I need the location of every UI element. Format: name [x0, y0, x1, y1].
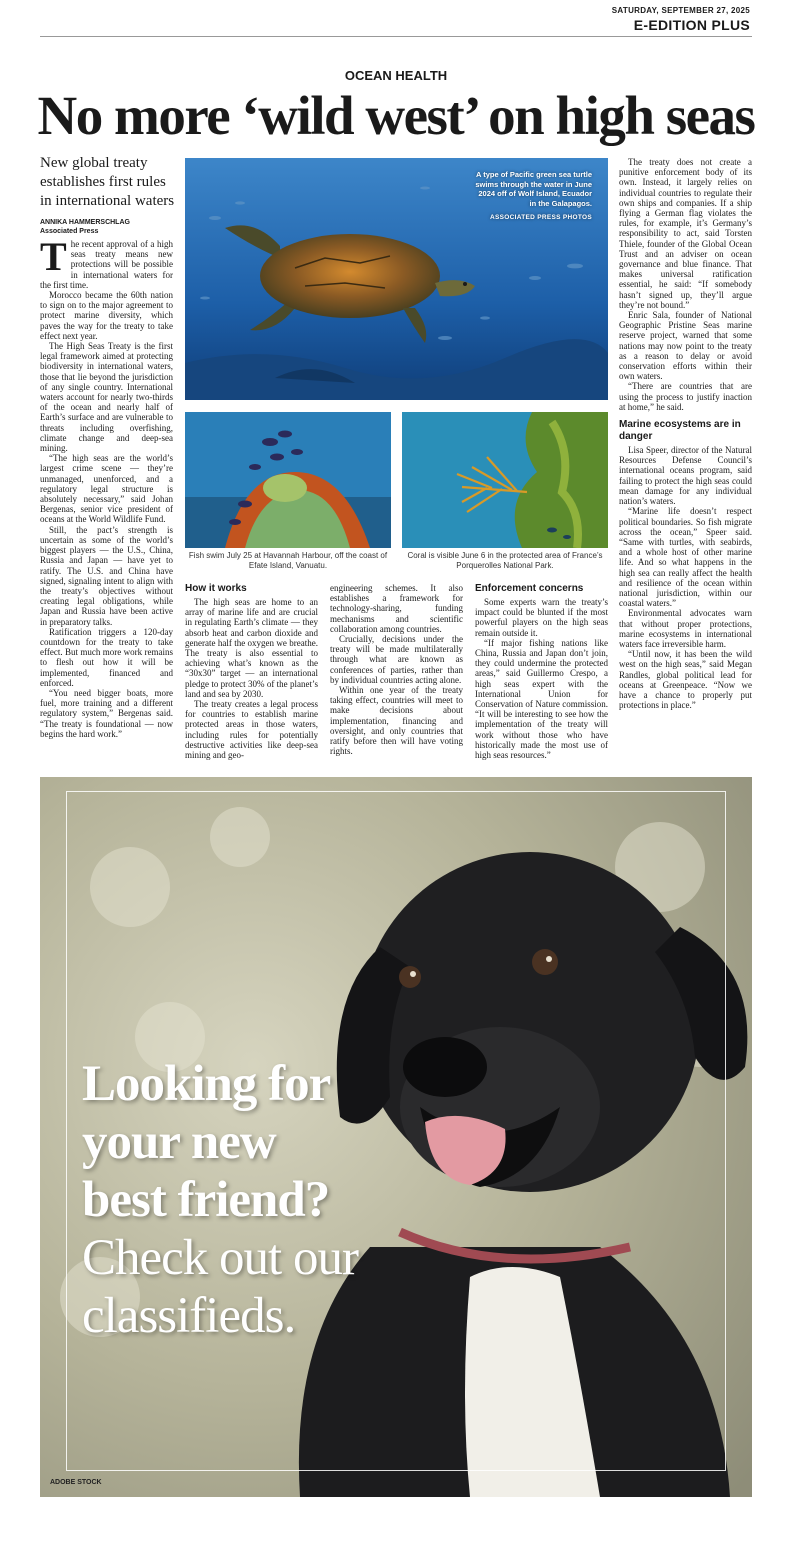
- article-paragraph: The High Seas Treaty is the first legal framework aimed at protecting biodiversity in international waters, those that lie beyond the jurisdiction of any single country. International waters account for nearly two-thirds of the ocean and nearly half of Earth’s surface and are vulnerable to threats including overfishing, climate change and deep-sea mining.: [40, 341, 173, 454]
- article-paragraph: The recent approval of a high seas treaty means new protections will be possible in international waters for the first time.: [40, 234, 173, 290]
- article-paragraph: The high seas are home to an array of marine life and are crucial in regulating Earth’s climate — they absorb heat and carbon dioxide and generate half the oxygen we breathe. The treaty is also essential to achieving what’s known as the “30x30” target — an international pledge to protect 30% of the planet’s land and sea by 2030.: [185, 597, 318, 699]
- article-column-5: [619, 157, 752, 710]
- article-paragraph: Enric Sala, founder of National Geographic Pristine Seas marine reserve project, warned that some nations may now point to the treaty as a reason to delay or avoid conservation efforts within their own waters.: [619, 310, 752, 382]
- photo-credit: ASSOCIATED PRESS PHOTOS: [489, 214, 592, 221]
- fish-photo-caption: Fish swim July 25 at Havannah Harbour, off the coast of Efate Island, Vanuatu.: [188, 551, 388, 570]
- article-paragraph: “There are countries that are using the process to justify inaction at home,” he said.: [619, 381, 752, 412]
- article-paragraph: The treaty creates a legal process for countries to establish marine protected areas in those waters, including rules for potentially destructive activities like deep-sea mining and geo-: [185, 699, 318, 761]
- article-paragraph: Still, the pact’s strength is uncertain as some of the world’s biggest players — the U.S., China, Russia and Japan — have yet to ratify. The U.S. and China have signed, signaling intent to align with the treaty’s objectives without creating legal obligations, while Japan and Russia have been active in preparatory talks.: [40, 524, 173, 627]
- article-paragraph: The treaty does not create a punitive enforcement body of its own. Instead, it largely relies on individual countries to regulate their own ships and companies. If a ship flying a German flag violates the rules, for example, it’s Germany’s responsibility to act, said Torsten Thiele, founder of the Global Ocean Trust and an adviser on ocean governance and blue finance. That makes universal ratification essential, he said: “If somebody hasn’t signed up, they’ll argue they’re not bound.”: [619, 157, 752, 310]
- article-paragraph: Ratification triggers a 120-day countdown for the treaty to take effect. But much more work remains to flesh out how it will be implemented, financed and enforced.: [40, 626, 173, 688]
- article-paragraph: “Marine life doesn’t respect political boundaries. So fish migrate across the ocean,” Speer said. “Same with turtles, with seabirds, and a whole host of other marine life. And so what happens in the high sea can really affect the health and resilience of the ocean within national jurisdiction, within our coastal waters.”: [619, 506, 752, 609]
- article-column-2: [185, 583, 318, 760]
- fish-reef-photo: [185, 412, 391, 548]
- masthead-edition: E-EDITION PLUS: [633, 17, 750, 33]
- classifieds-advertisement[interactable]: [40, 777, 752, 1497]
- ad-headline: Looking for your new best friend? Check out our classifieds.: [82, 1056, 358, 1344]
- article-column-4: [475, 583, 608, 760]
- drop-cap: T: [40, 234, 67, 279]
- article-column-3: [330, 583, 463, 756]
- section-kicker: OCEAN HEALTH: [344, 68, 448, 83]
- headline: No more ‘wild west’ on high seas: [37, 85, 755, 146]
- byline: ANNIKA HAMMERSCHLAG: [40, 219, 130, 226]
- section-heading: Enforcement concerns: [475, 583, 584, 594]
- article-paragraph: Some experts warn the treaty’s impact could be blunted if the most powerful players on the high seas remain outside it.: [475, 597, 608, 638]
- byline-agency: Associated Press: [40, 228, 99, 235]
- article-paragraph: “You need bigger boats, more fuel, more training and a different regulatory system,” Bergenas said. “The treaty is foundational — now begins the hard work.”: [40, 687, 173, 739]
- article-column-1: [40, 234, 173, 739]
- ad-photo-credit: ADOBE STOCK: [50, 1479, 102, 1486]
- section-heading: Marine ecosystems are in danger: [619, 419, 741, 443]
- subhead: New global treaty establishes first rules in international waters: [40, 155, 175, 209]
- article-paragraph: engineering schemes. It also establishes a framework for technology-sharing, funding mechanisms and scientific collaboration among countries.: [330, 583, 463, 634]
- turtle-photo: [185, 158, 608, 400]
- turtle-photo-caption: A type of Pacific green sea turtle swims through the water in June 2024 off of Wolf Island, Ecuador in the Galapagos. ASSOCIATED PRESS PHOTOS: [472, 170, 592, 223]
- article-paragraph: Lisa Speer, director of the Natural Resources Defense Council’s international oceans program, said failing to protect the high seas could mean damage for any individual nation’s waters.: [619, 445, 752, 507]
- article-paragraph: Crucially, decisions under the treaty will be made multilaterally through what are known as conferences of parties, rather than by individual countries acting alone.: [330, 634, 463, 685]
- article-paragraph: Within one year of the treaty taking effect, countries will meet to make decisions about implementation, financing and oversight, and only countries that ratify before then will have voting rights.: [330, 685, 463, 757]
- article-paragraph: “If major fishing nations like China, Russia and Japan don’t join, they could undermine the protected areas,” said Guillermo Crespo, a high seas expert with the International Union for Conservation of Nature commission. “It will be interesting to see how the implementation of the treaty will work without those who have historically made the most use of high seas resources.”: [475, 637, 608, 761]
- article-paragraph: “The high seas are the world’s largest crime scene — they’re unmanaged, unenforced, and a regulatory legal structure is absolutely necessary,” said Johan Bergenas, senior vice president of oceans at the World Wildlife Fund.: [40, 453, 173, 525]
- article-paragraph: “Until now, it has been the wild west on the high seas,” said Megan Randles, global political lead for oceans at Greenpeace. “Now we have a chance to properly put protections in place.”: [619, 649, 752, 711]
- coral-photo: [402, 412, 608, 548]
- masthead-rule: [40, 36, 752, 37]
- coral-photo-caption: Coral is visible June 6 in the protected area of France’s Porquerolles National Park.: [407, 551, 603, 570]
- masthead-date: SATURDAY, SEPTEMBER 27, 2025: [611, 6, 750, 15]
- article-paragraph: Morocco became the 60th nation to sign on to the major agreement to protect marine diversity, which paves the way for the treaty to take effect next year.: [40, 290, 173, 341]
- section-heading: How it works: [185, 583, 247, 594]
- article-paragraph: Environmental advocates warn that without proper protections, marine ecosystems in international waters face irreversible harm.: [619, 608, 752, 649]
